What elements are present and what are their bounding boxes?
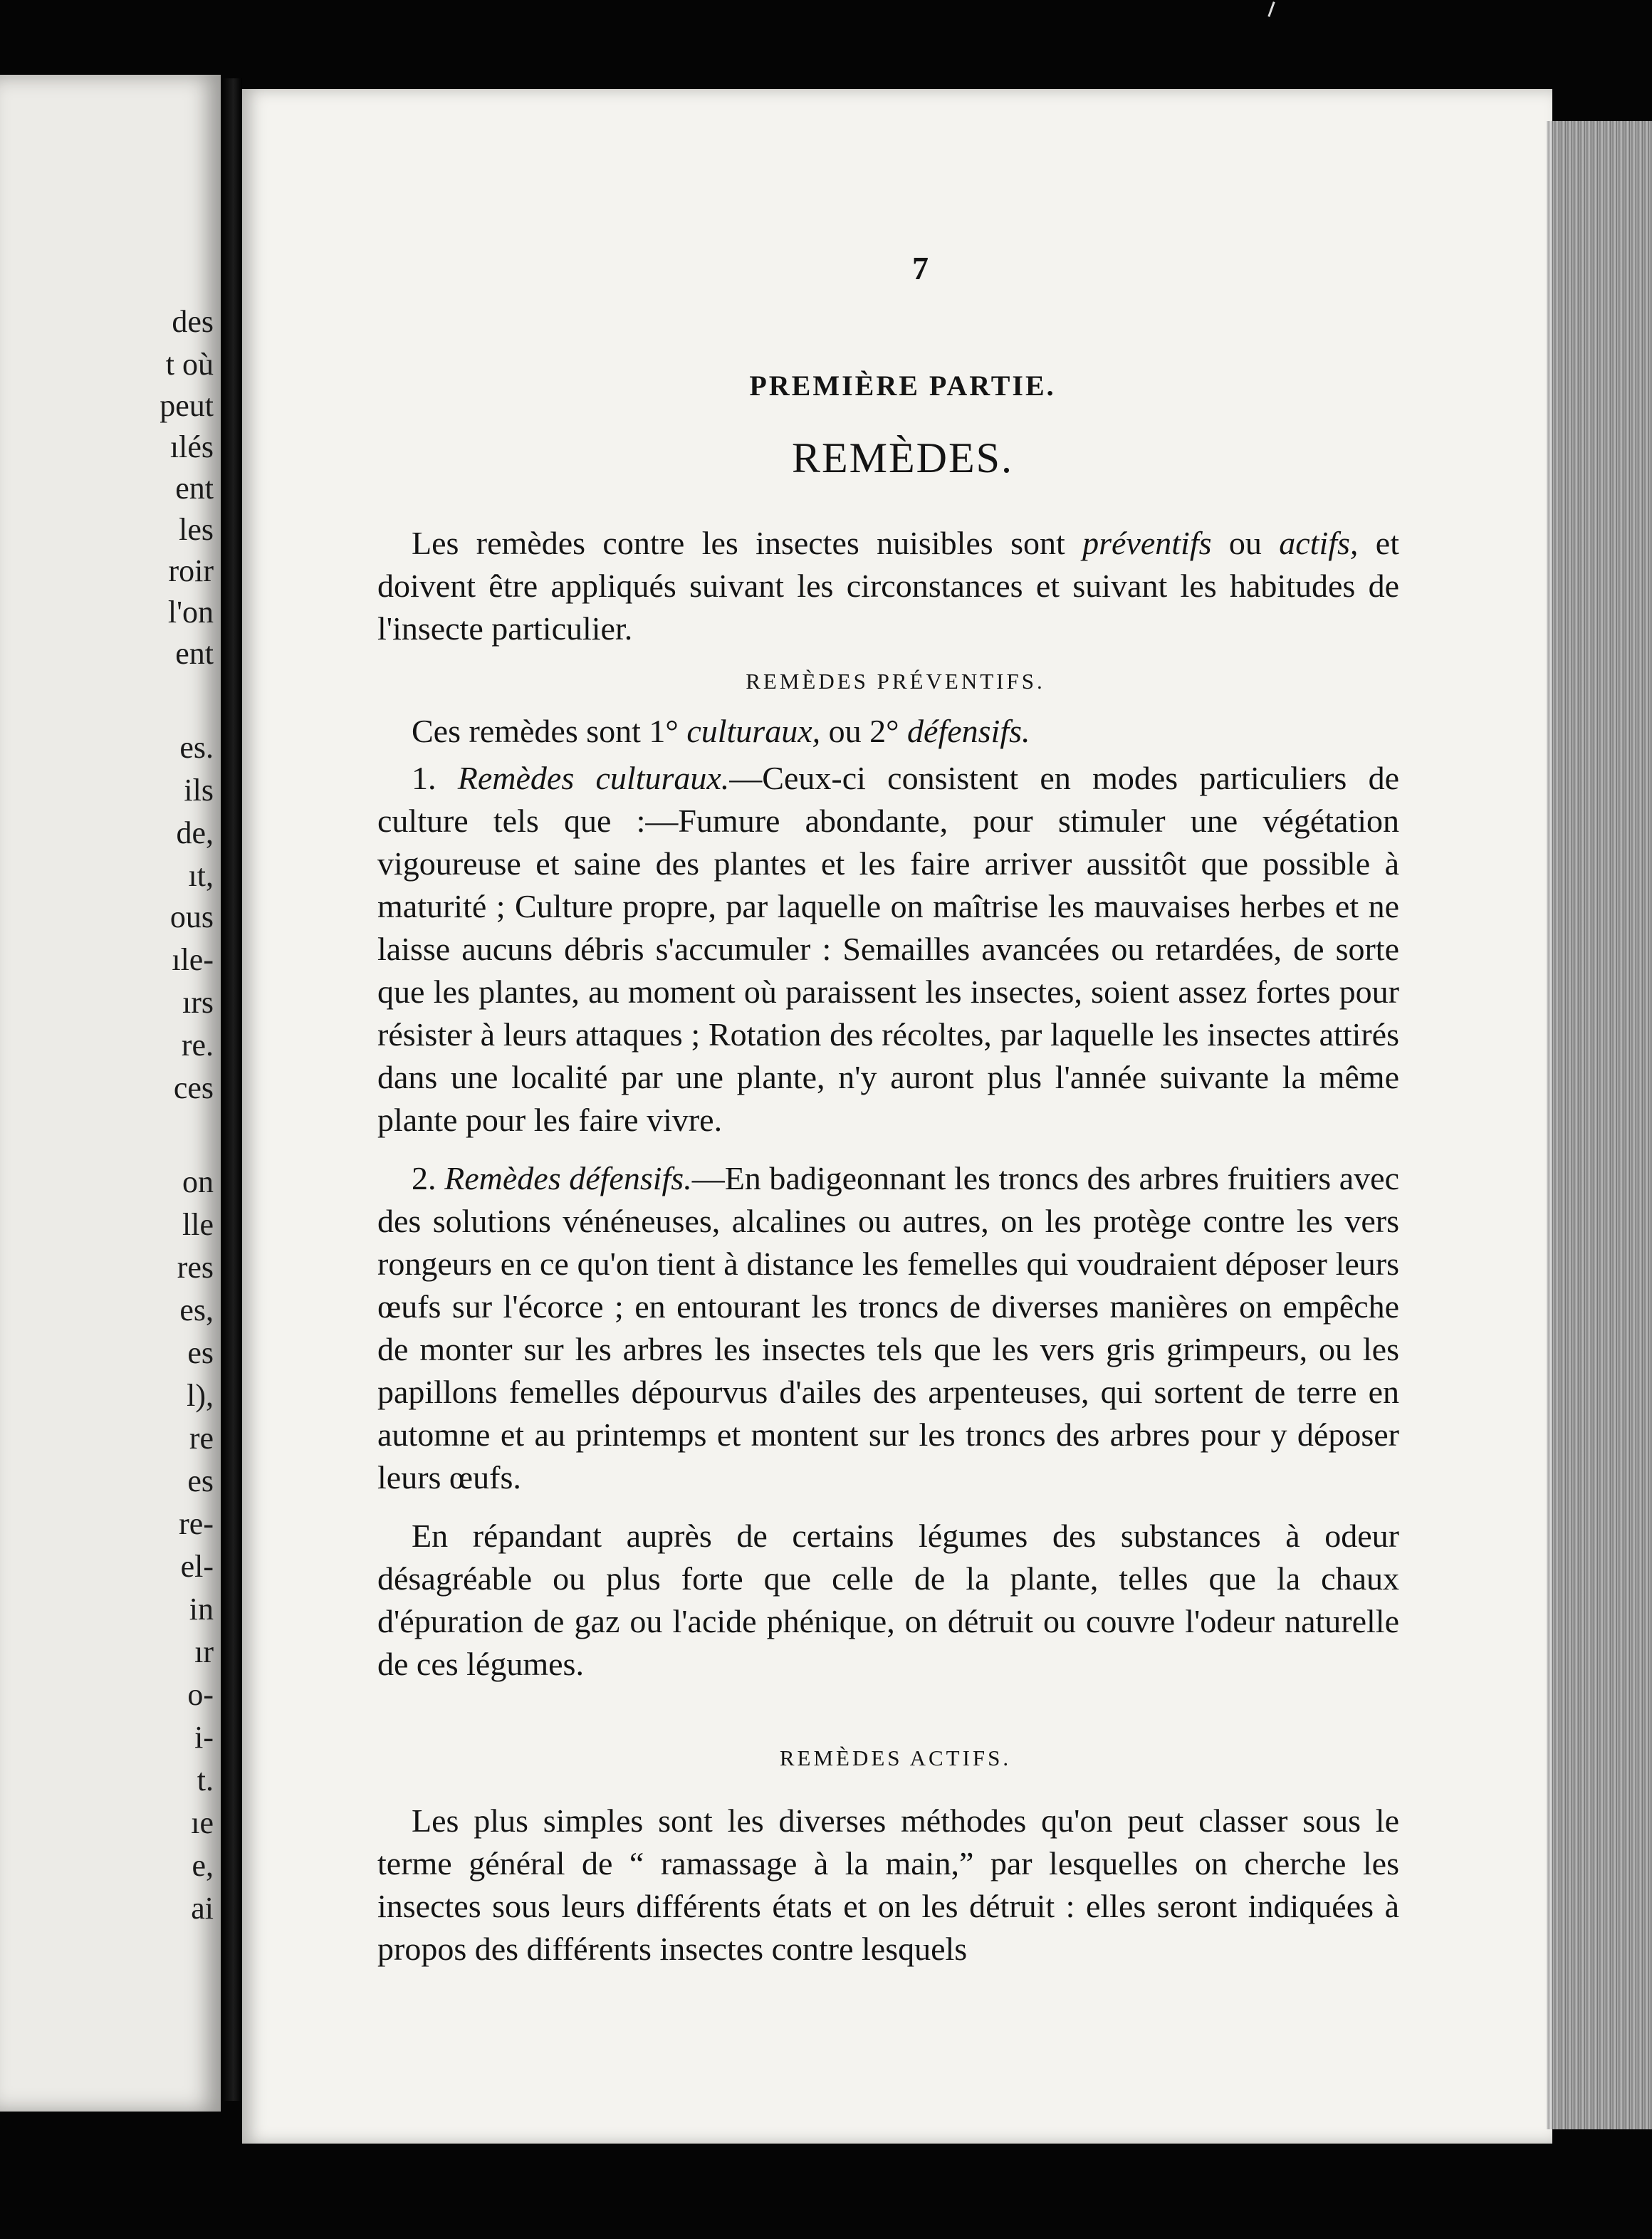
intro-text-1: Les remèdes contre les insectes nuisibles sont [412, 525, 1083, 561]
left-page-fragment: l), [187, 1378, 214, 1413]
left-page-fragment: roir [168, 553, 214, 588]
main-heading: REMÈDES. [791, 434, 1014, 481]
ces-italic-1: culturaux, [686, 713, 821, 749]
left-page-fragment: el- [180, 1549, 214, 1584]
paragraph-remedes-actifs: Les plus simples sont les diverses méthodes qu'on peut classer sous le terme général de “ ramassage à la main,” par lesquelles on cherche les insectes sous leurs différents états et on les détruit : elles seront indiquées à propos des différents insectes contre lesquels [377, 1802, 1399, 1967]
ces-text-1: Ces remèdes sont 1° [412, 713, 687, 749]
left-page-fragment: de, [176, 815, 214, 850]
left-page-fragment: t où [165, 347, 214, 382]
paragraph-remedes-culturaux [377, 757, 1399, 1142]
intro-italic-1: préventifs [1082, 525, 1212, 561]
left-page-fragment: ent [175, 471, 214, 506]
left-page-fragment: ıe [191, 1805, 214, 1840]
page-edges [1547, 121, 1652, 2129]
left-page-fragment: re. [181, 1028, 214, 1063]
culturaux-number: 1. [412, 760, 458, 796]
defensifs-title: Remèdes défensifs. [444, 1160, 692, 1196]
left-page-fragment: ces [173, 1070, 214, 1105]
left-page-fragment: l'on [167, 595, 214, 630]
intro-text-3: et doivent être appliqués suivant les circonstances et suivant les habitudes de l'insecte particulier. [377, 525, 1400, 647]
page-text-block [377, 249, 1399, 1971]
left-page-fragment: res [177, 1250, 214, 1285]
left-page-fragment: re- [179, 1506, 214, 1541]
left-page-fragment: in [189, 1592, 214, 1627]
left-page-fragment: es [187, 1335, 214, 1370]
left-page-fragment: ent [175, 636, 214, 671]
page-number: 7 [912, 250, 929, 286]
left-page-fragment: peut [160, 388, 214, 423]
left-page-fragment: i- [194, 1720, 214, 1755]
paragraph-remedes-defensifs [377, 1157, 1399, 1499]
left-page-fragment: ıt, [188, 858, 214, 893]
left-page-fragment: o- [187, 1677, 214, 1712]
left-page-fragment: es. [179, 730, 214, 765]
intro-italic-2: actifs, [1279, 525, 1359, 561]
left-page-fragment: ılés [169, 429, 214, 464]
left-page-fragment: lle [182, 1207, 214, 1242]
part-heading: PREMIÈRE PARTIE. [749, 370, 1056, 402]
defensifs-number: 2. [412, 1160, 445, 1196]
left-page-fragment: ous [169, 899, 214, 934]
left-page-fragment: ırs [182, 985, 214, 1020]
dust-mark [1267, 1, 1275, 17]
left-page-fragment: ıle- [172, 942, 214, 977]
left-page-fragment: ils [184, 773, 214, 808]
culturaux-title: Remèdes culturaux. [457, 760, 730, 796]
defensifs-body: —En badigeonnant les troncs des arbres fruitiers avec des solutions vénéneuses, alcalines ou autres, on les protège contre les vers rongeurs en ce qu'on tient à distance les femelles qui voudraient déposer leurs œufs sur l'écorce ; en entourant les troncs de diverses manières on empêche de monter sur les arbres les insectes tels que les vers gris grimpeurs, ou les papillons femelles dépourvus d'ailes des arpenteuses, qui sortent de terre en automne et au printemps et montent sur les troncs des arbres pour y déposer leurs œufs. [377, 1160, 1400, 1496]
paragraph-odeur: En répandant auprès de certains légumes des substances à odeur désagréable ou plus forte que celle de la plante, telles que la chaux d'épuration de gaz ou l'acide phénique, on détruit ou couvre l'odeur naturelle de ces légumes. [377, 1518, 1399, 1682]
left-facing-page [0, 75, 221, 2112]
left-page-fragment: re [189, 1421, 214, 1456]
intro-text-2: ou [1211, 525, 1280, 561]
left-page-fragment: des [172, 304, 214, 339]
left-page-fragment: t. [197, 1763, 214, 1797]
book-gutter [221, 78, 242, 2101]
left-page-fragment: on [182, 1164, 214, 1199]
section-heading-preventifs: REMÈDES PRÉVENTIFS. [746, 669, 1045, 694]
ces-text-2: ou 2° [820, 713, 908, 749]
ces-italic-2: défensifs. [907, 713, 1030, 749]
left-page-fragment: les [179, 512, 214, 547]
section-heading-actifs: REMÈDES ACTIFS. [779, 1745, 1012, 1770]
left-page-fragment: e, [192, 1848, 214, 1883]
left-page-fragment: es, [179, 1293, 214, 1327]
left-page-fragment: es [187, 1463, 214, 1498]
paragraph-intro [377, 522, 1399, 650]
left-page-fragment: ai [191, 1891, 214, 1926]
culturaux-body: —Ceux-ci consistent en modes particuliers de culture tels que :—Fumure abondante, pour stimuler une végétation vigoureuse et saine des plantes et les faire arriver aussitôt que possible à maturité ; Culture propre, par laquelle on maîtrise les mauvaises herbes et ne laisse aucuns débris s'accumuler : Semailles avancées ou retardées, de sorte que les plantes, au moment où paraissent les insectes, soient assez fortes pour résister à leurs attaques ; Rotation des récoltes, par laquelle les insectes attirés dans une localité par une plante, n'y auront plus l'année suivante la même plante pour les faire vivre. [377, 760, 1400, 1138]
left-page-fragment: ır [194, 1634, 214, 1669]
paragraph-ces-remedes [377, 710, 1399, 753]
